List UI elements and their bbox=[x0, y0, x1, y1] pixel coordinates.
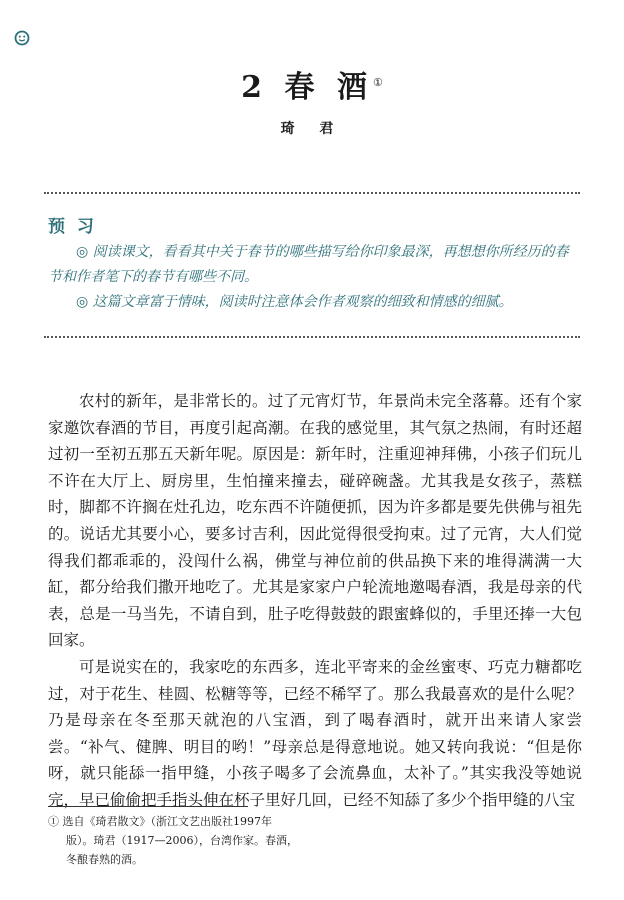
bullet-icon: ◎ bbox=[76, 294, 89, 310]
lesson-number: 2 bbox=[241, 70, 269, 105]
footnote bbox=[48, 812, 318, 869]
preview-section bbox=[48, 240, 580, 315]
preview-item: ◎ 这篇文章富于情味，阅读时注意体会作者观察的细致和情感的细腻。 bbox=[76, 294, 513, 310]
footnote-marker[interactable]: ① bbox=[372, 76, 383, 89]
footnote-number: ① bbox=[48, 815, 59, 828]
lesson-title-text: 春 酒 bbox=[284, 70, 373, 105]
dotted-divider-bottom bbox=[44, 336, 580, 338]
lesson-title bbox=[0, 62, 624, 106]
footnote-line: 版）。琦君（1917—2006），台湾作家。春酒， bbox=[66, 834, 298, 847]
paragraph: 农村的新年，是非常长的。过了元宵灯节，年景尚未完全落幕。还有个家家邀饮春酒的节目，再度引起高潮。在我的感觉里，其气氛之热闹，有时还超过初一至初五那五天新年呢。原因是：新年时，注重迎神拜佛，小孩子们玩儿不许在大厅上、厨房里，生怕撞来撞去，碰碎碗盏。尤其我是女孩子，蒸糕时，脚都不许搁在灶孔边，吃东西不许随便抓，因为许多都是要先供佛与祖先的。说话尤其要小心，要多讨吉利，因此觉得很受拘束。过了元宵，大人们觉得我们都乖乖的，没闯什么祸，佛堂与神位前的供品换下来的堆得满满一大缸，都分给我们撒开地吃了。尤其是家家户户轮流地邀喝春酒，我是母亲的代表，总是一马当先，不请自到，肚子吃得鼓鼓的跟蜜蜂似的，手里还捧一大包回家。 bbox=[48, 392, 582, 650]
preview-heading: 预 习 bbox=[48, 217, 97, 237]
footnote-line: 选自《琦君散文》（浙江文艺出版社1997年 bbox=[62, 815, 272, 828]
bullet-icon: ◎ bbox=[76, 244, 89, 260]
preview-item: ◎ 阅读课文，看看其中关于春节的哪些描写给你印象最深，再想想你所经历的春节和作者笔下的春节有哪些不同。 bbox=[48, 244, 569, 285]
footnote-rule bbox=[48, 806, 248, 807]
footnote-line: 冬酿春熟的酒。 bbox=[66, 853, 143, 866]
paragraph: 可是说实在的，我家吃的东西多，连北平寄来的金丝蜜枣、巧克力糖都吃过，对于花生、桂圆、松糖等等，已经不稀罕了。那么我最喜欢的是什么呢？乃是母亲在冬至那天就泡的八宝酒，到了喝春酒时，就开出来请人家尝尝。“补气、健脾、明目的哟！”母亲总是得意地说。她又转向我说：“但是你呀，就只能舔一指甲缝，小孩子喝多了会流鼻血，太补了。”其实我没等她说完，早已偷偷把手指头伸在杯子里好几回，已经不知舔了多少个指甲缝的八宝 bbox=[48, 657, 582, 809]
dotted-divider-top bbox=[44, 192, 580, 194]
smiley-icon bbox=[14, 30, 30, 46]
author-name: 琦 君 bbox=[280, 121, 344, 137]
article-body bbox=[48, 388, 582, 814]
